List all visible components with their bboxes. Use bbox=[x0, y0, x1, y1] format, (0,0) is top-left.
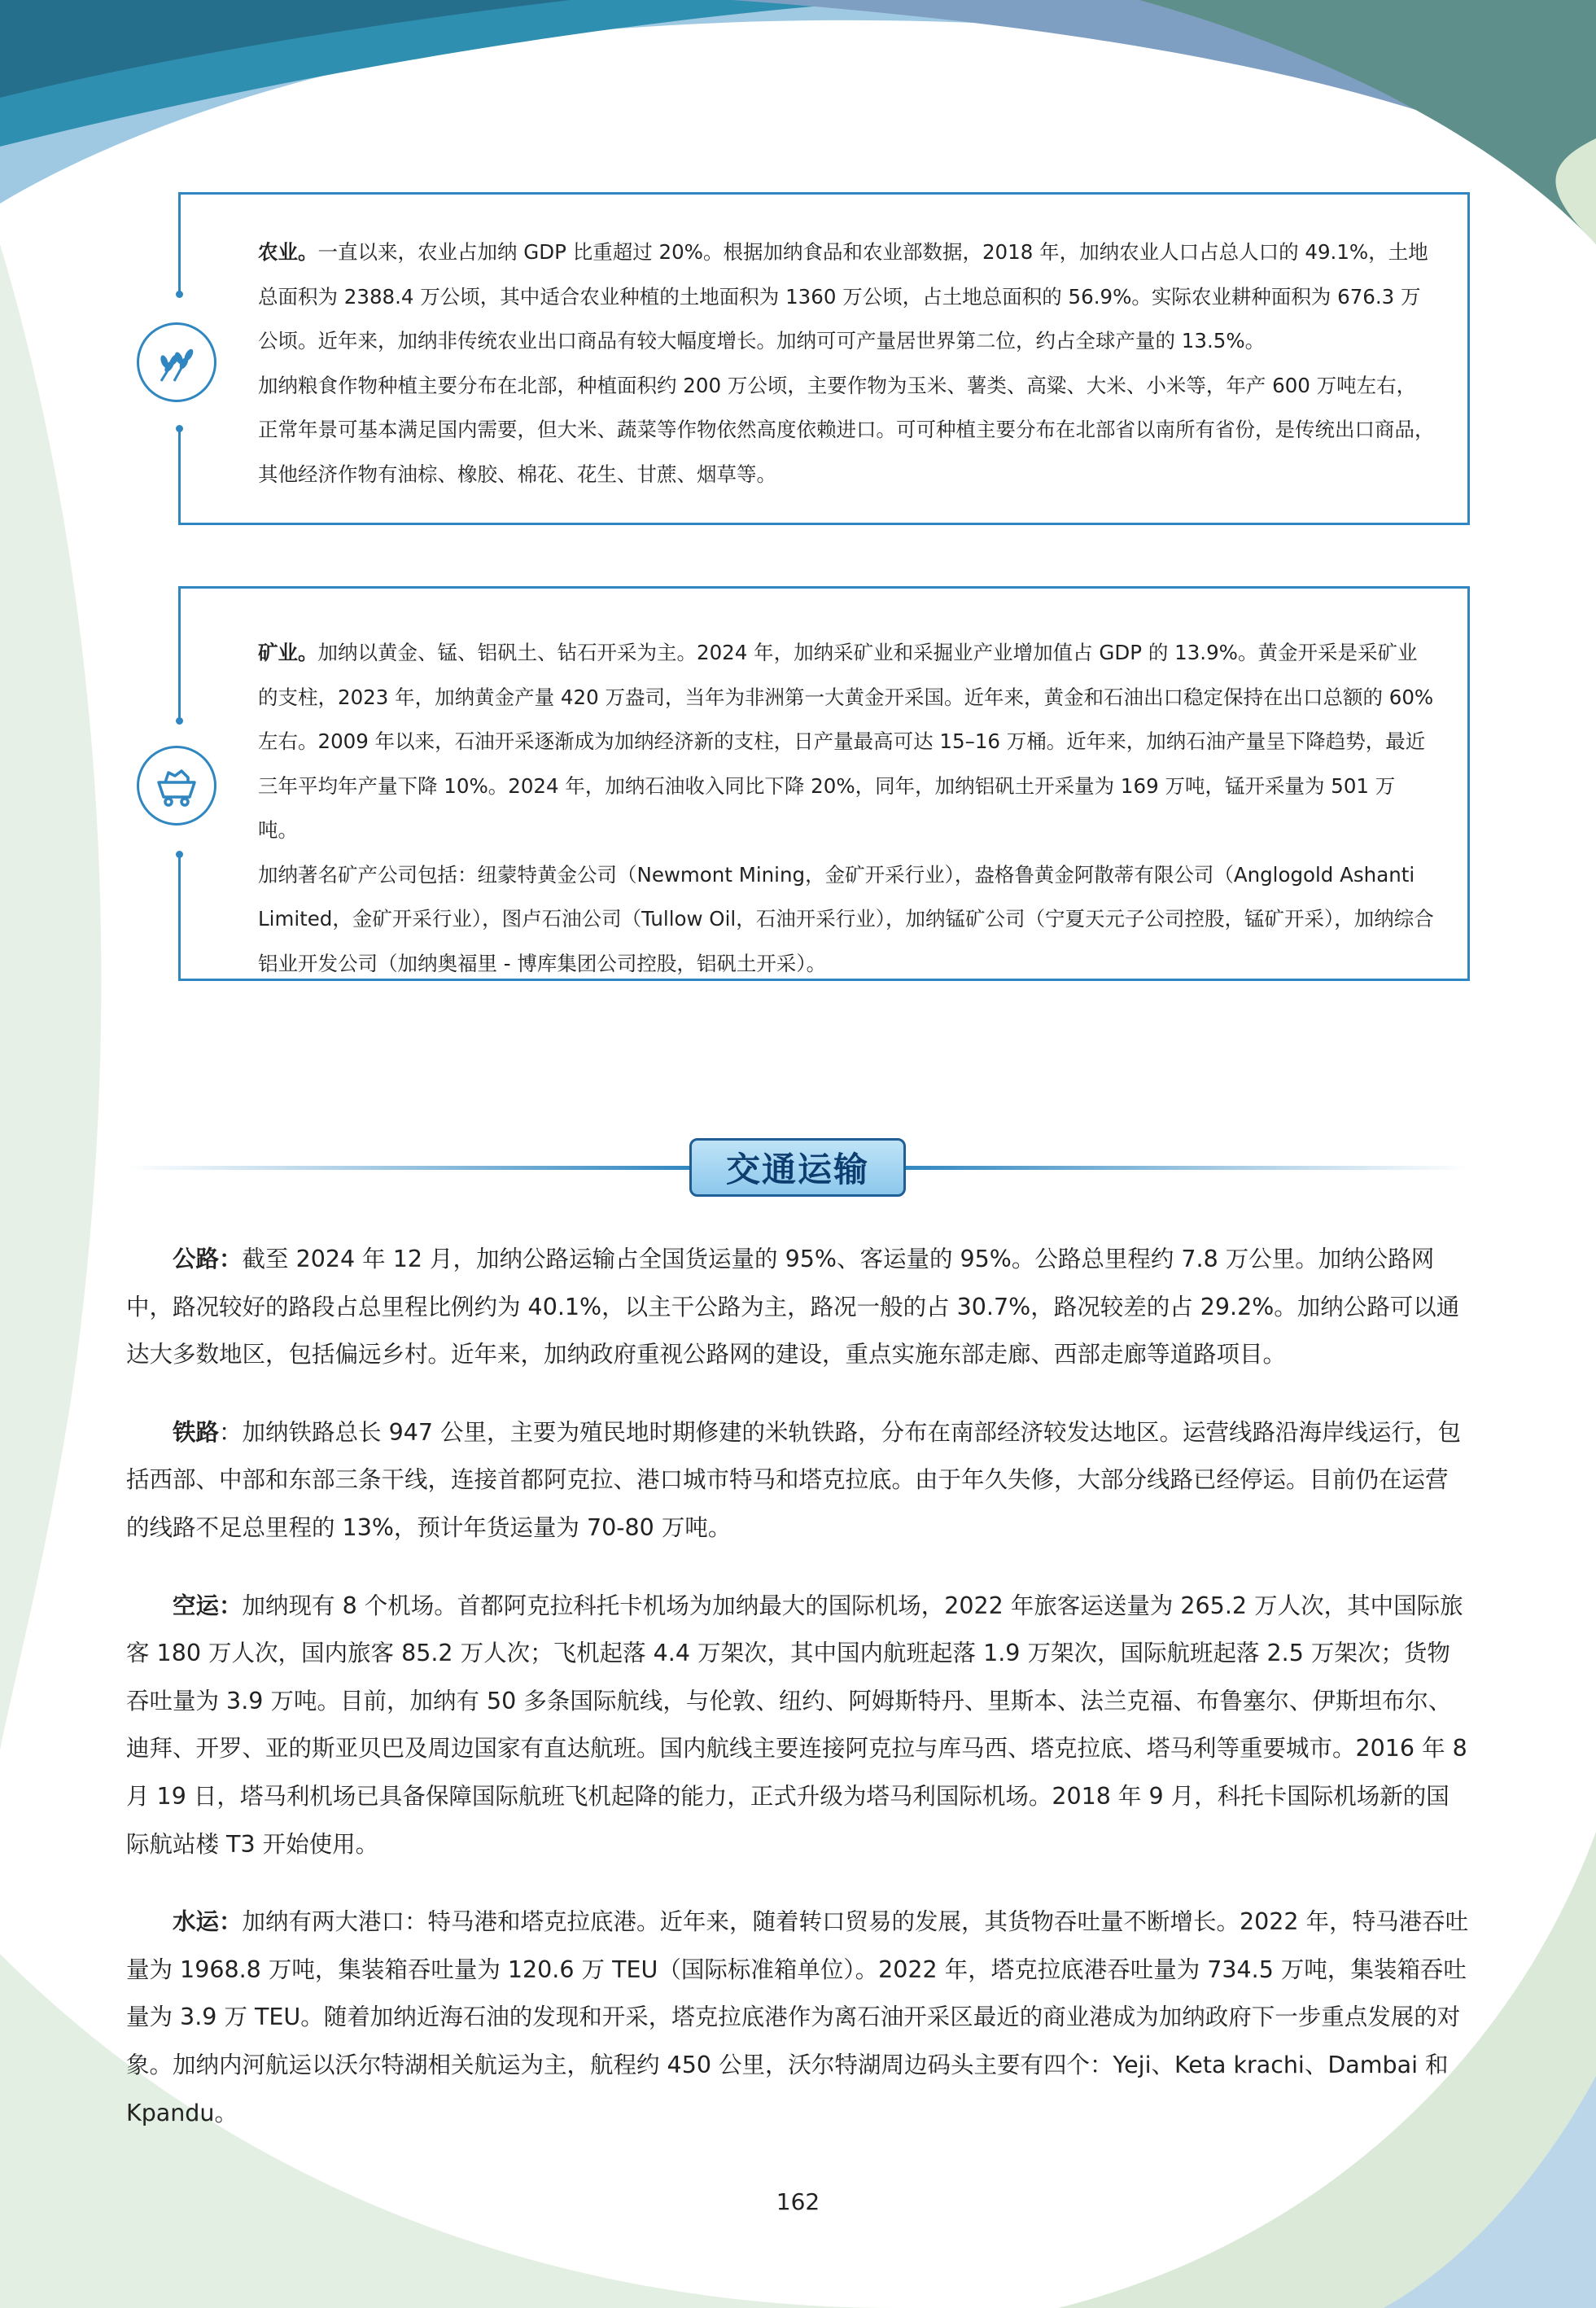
mining-heading: 矿业。 bbox=[258, 641, 318, 664]
mining-p1-text: 加纳以黄金、锰、铝矾土、钻石开采为主。2024 年，加纳采矿业和采掘业产业增加值占 GDP 的 13.9%。黄金开采是采矿业的支柱，2023 年，加纳黄金产量 420 万盎司，当年为非洲第一大黄金开采国。近年来，黄金和石油出口稳定保持在出口总额的 60% 左右。2009 年以来，石油开采逐渐成为加纳经济新的支柱，日产量最高可达 15–16 万桶。近年来，加纳石油产量呈下降趋势，最近三年平均年产量下降 10%。2024 年，加纳石油收入同比下降 20%，同年，加纳铝矾土开采量为 169 万吨，锰开采量为 501 万吨。 bbox=[258, 641, 1434, 842]
road-text: 截至 2024 年 12 月，加纳公路运输占全国货运量的 95%、客运量的 95%。公路总里程约 7.8 万公里。加纳公路网中，路况较好的路段占总里程比例约为 40.1%，以主干公路为主，路况一般的占 30.7%，路况较差的占 29.2%。加纳公路可以通达大多数地区，包括偏远乡村。近年来，加纳政府重视公路网的建设，重点实施东部走廊、西部走廊等道路项目。 bbox=[126, 1246, 1460, 1369]
section-title-badge: 交通运输 bbox=[689, 1138, 906, 1197]
agriculture-box bbox=[178, 192, 1470, 525]
agriculture-paragraph-2: 加纳粮食作物种植主要分布在北部，种植面积约 200 万公顷，主要作物为玉米、薯类、高粱、大米、小米等，年产 600 万吨左右，正常年景可基本满足国内需要，但大米、蔬菜等作物依然高度依赖进口。可可种植主要分布在北部省以南所有省份，是传统出口商品，其他经济作物有油棕、橡胶、棉花、花生、甘蔗、烟草等。 bbox=[258, 373, 1435, 486]
air-paragraph bbox=[126, 1583, 1470, 1869]
agriculture-p1-text: 一直以来，农业占加纳 GDP 比重超过 20%。根据加纳食品和农业部数据，2018 年，加纳农业人口占总人口的 49.1%，土地总面积为 2388.4 万公顷，其中适合农业种植的土地面积为 1360 万公顷，占土地总面积的 56.9%。实际农业耕种面积为 676.3 万公顷。近年来，加纳非传统农业出口商品有较大幅度增长。加纳可可产量居世界第二位，约占全球产量的 13.5%。 bbox=[258, 240, 1428, 353]
mining-dot-top bbox=[176, 717, 183, 725]
rail-text: ：加纳铁路总长 947 公里，主要为殖民地时期修建的米轨铁路，分布在南部经济较发达地区。运营线路沿海岸线运行，包括西部、中部和东部三条干线，连接首都阿克拉、港口城市特马和塔克拉底。由于年久失修，大部分线路已经停运。目前仍在运营的线路不足总里程的 13%，预计年货运量为 70-80 万吨。 bbox=[126, 1418, 1462, 1541]
transport-body bbox=[126, 1236, 1470, 2167]
agriculture-dot-top bbox=[176, 291, 183, 298]
air-text: 加纳现有 8 个机场。首都阿克拉科托卡机场为加纳最大的国际机场，2022 年旅客运送量为 265.2 万人次，其中国际旅客 180 万人次，国内旅客 85.2 万人次；飞机起落 4.4 万架次，其中国内航班起落 1.9 万架次，国际航班起落 2.5 万架次；货物吞吐量为 3.9 万吨。目前，加纳有 50 多条国际航线，与伦敦、纽约、阿姆斯特丹、里斯本、法兰克福、布鲁塞尔、伊斯坦布尔、迪拜、开罗、亚的斯亚贝巴及周边国家有直达航班。国内航线主要连接阿克拉与库马西、塔克拉底、塔马利等重要城市。2016 年 8 月 19 日，塔马利机场已具备保障国际航班飞机起降的能力，正式升级为塔马利国际机场。2018 年 9 月，科托卡国际机场新的国际航站楼 T3 开始使用。 bbox=[126, 1592, 1467, 1858]
agriculture-text bbox=[258, 230, 1435, 497]
mining-paragraph-2: 加纳著名矿产公司包括：纽蒙特黄金公司（Newmont Mining，金矿开采行业），盎格鲁黄金阿散蒂有限公司（Anglogold Ashanti Limited，金矿开采行业），图卢石油公司（Tullow Oil，石油开采行业），加纳锰矿公司（宁夏天元子公司控股，锰矿开采），加纳综合铝业开发公司（加纳奥福里 - 博库集团公司控股，铝矾土开采）。 bbox=[258, 862, 1434, 975]
agriculture-heading: 农业。 bbox=[258, 240, 318, 264]
rail-heading: 铁路 bbox=[173, 1418, 220, 1446]
mining-box bbox=[178, 586, 1470, 981]
water-text: 加纳有两大港口：特马港和塔克拉底港。近年来，随着转口贸易的发展，其货物吞吐量不断增长。2022 年，特马港吞吐量为 1968.8 万吨，集装箱吞吐量为 120.6 万 TEU（国际标准箱单位）。2022 年，塔克拉底港吞吐量为 734.5 万吨，集装箱吞吐量为 3.9 万 TEU。随着加纳近海石油的发现和开采，塔克拉底港作为离石油开采区最近的商业港成为加纳政府下一步重点发展的对象。加纳内河航运以沃尔特湖相关航运为主，航程约 450 公里，沃尔特湖周边码头主要有四个：Yeji、Keta krachi、Dambai 和 Kpandu。 bbox=[126, 1908, 1469, 2126]
mining-paragraph-1 bbox=[258, 631, 1435, 853]
mining-dot-bottom bbox=[176, 851, 183, 858]
rail-paragraph bbox=[126, 1409, 1470, 1553]
air-heading: 空运： bbox=[173, 1592, 243, 1619]
water-paragraph bbox=[126, 1899, 1470, 2137]
water-heading: 水运： bbox=[173, 1908, 243, 1936]
mining-text bbox=[258, 631, 1435, 986]
agriculture-dot-bottom bbox=[176, 425, 183, 432]
mine-cart-icon bbox=[137, 746, 216, 826]
wheat-icon bbox=[137, 322, 216, 402]
title-line-left bbox=[126, 1166, 696, 1170]
road-heading: 公路： bbox=[173, 1246, 243, 1272]
left-edge-mint bbox=[0, 244, 101, 1750]
road-paragraph bbox=[126, 1236, 1470, 1379]
page-number: 162 bbox=[776, 2188, 820, 2215]
section-title bbox=[126, 1138, 1469, 1197]
title-line-right bbox=[899, 1166, 1469, 1170]
agriculture-paragraph-1 bbox=[258, 230, 1435, 364]
